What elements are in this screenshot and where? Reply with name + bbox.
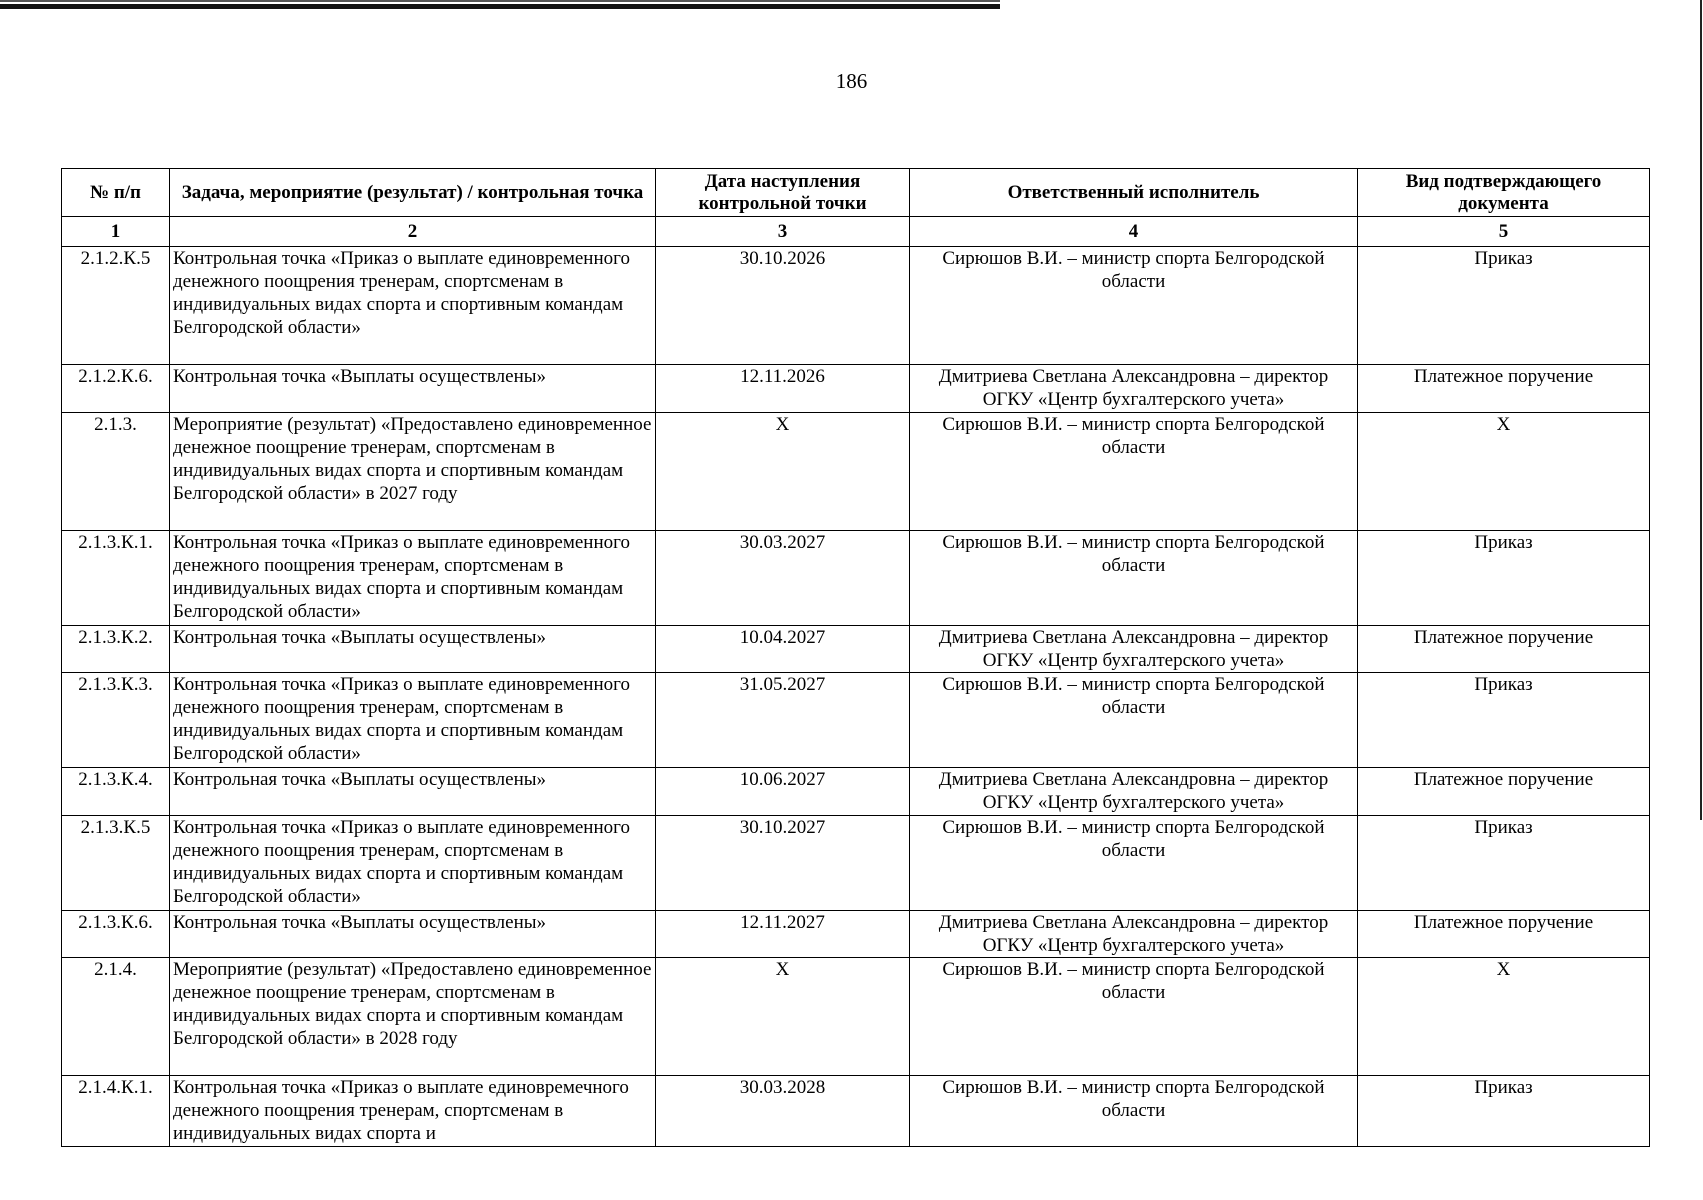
table-row [62, 768, 1650, 816]
top-border-line [0, 4, 1000, 9]
row-responsible: Сирюшов В.И. – министр спорта Белгородской области [910, 531, 1358, 626]
table-row [62, 247, 1650, 365]
header-responsible: Ответственный исполнитель [910, 169, 1358, 217]
table-row [62, 673, 1650, 768]
table-row [62, 365, 1650, 413]
header-date: Дата наступления контрольной точки [656, 169, 910, 217]
control-points-table [61, 168, 1650, 1147]
row-task: Контрольная точка «Приказ о выплате единовременного денежного поощрения тренерам, спортсменам в индивидуальных видах спорта и спортивным командам Белгородской области» [170, 673, 656, 768]
row-date: Х [656, 958, 910, 1076]
row-number: 2.1.3.К.1. [62, 531, 170, 626]
row-date: Х [656, 413, 910, 531]
row-document: Платежное поручение [1358, 911, 1650, 958]
row-number: 2.1.2.К.5 [62, 247, 170, 365]
row-task: Мероприятие (результат) «Предоставлено единовременное денежное поощрение тренерам, спортсменам в индивидуальных видах спорта и спортивным командам Белгородской области» в 2027 году [170, 413, 656, 531]
row-number: 2.1.3.К.5 [62, 816, 170, 911]
row-task: Мероприятие (результат) «Предоставлено единовременное денежное поощрение тренерам, спортсменам в индивидуальных видах спорта и спортивным командам Белгородской области» в 2028 году [170, 958, 656, 1076]
row-number: 2.1.3.К.2. [62, 626, 170, 673]
row-task: Контрольная точка «Выплаты осуществлены» [170, 768, 656, 816]
row-document: Приказ [1358, 816, 1650, 911]
row-date: 31.05.2027 [656, 673, 910, 768]
row-date: 30.10.2027 [656, 816, 910, 911]
table-row [62, 816, 1650, 911]
page-number: 186 [835, 69, 868, 93]
table-row [62, 413, 1650, 531]
row-date: 12.11.2027 [656, 911, 910, 958]
row-number: 2.1.3.К.3. [62, 673, 170, 768]
table-row [62, 626, 1650, 673]
row-task: Контрольная точка «Приказ о выплате единовременного денежного поощрения тренерам, спортсменам в индивидуальных видах спорта и спортивным командам Белгородской области» [170, 816, 656, 911]
row-number: 2.1.3.К.6. [62, 911, 170, 958]
row-document: Приказ [1358, 673, 1650, 768]
column-number: 5 [1358, 217, 1650, 247]
row-responsible: Дмитриева Светлана Александровна – директор ОГКУ «Центр бухгалтерского учета» [910, 626, 1358, 673]
row-responsible: Сирюшов В.И. – министр спорта Белгородской области [910, 816, 1358, 911]
row-date: 10.04.2027 [656, 626, 910, 673]
column-number: 3 [656, 217, 910, 247]
row-responsible: Сирюшов В.И. – министр спорта Белгородской области [910, 413, 1358, 531]
row-document: Платежное поручение [1358, 365, 1650, 413]
column-number: 2 [170, 217, 656, 247]
table-row [62, 1076, 1650, 1147]
scan-edge-right [1700, 0, 1702, 820]
row-number: 2.1.2.К.6. [62, 365, 170, 413]
header-number: № п/п [62, 169, 170, 217]
table-row [62, 531, 1650, 626]
row-document: Приказ [1358, 247, 1650, 365]
row-responsible: Сирюшов В.И. – министр спорта Белгородской области [910, 673, 1358, 768]
row-document: Платежное поручение [1358, 768, 1650, 816]
row-document: Х [1358, 958, 1650, 1076]
row-number: 2.1.4.К.1. [62, 1076, 170, 1147]
column-number: 1 [62, 217, 170, 247]
column-number-row [62, 217, 1650, 247]
row-document: Х [1358, 413, 1650, 531]
row-task: Контрольная точка «Приказ о выплате единовремечного денежного поощрения тренерам, спортсменам в индивидуальных видах спорта и [170, 1076, 656, 1147]
header-document: Вид подтверждающего документа [1358, 169, 1650, 217]
row-date: 30.03.2028 [656, 1076, 910, 1147]
row-date: 30.03.2027 [656, 531, 910, 626]
table-row [62, 958, 1650, 1076]
row-responsible: Дмитриева Светлана Александровна – директор ОГКУ «Центр бухгалтерского учета» [910, 365, 1358, 413]
header-row [62, 169, 1650, 217]
row-document: Платежное поручение [1358, 626, 1650, 673]
row-number: 2.1.3.К.4. [62, 768, 170, 816]
row-date: 12.11.2026 [656, 365, 910, 413]
row-responsible: Дмитриева Светлана Александровна – директор ОГКУ «Центр бухгалтерского учета» [910, 768, 1358, 816]
row-task: Контрольная точка «Приказ о выплате единовременного денежного поощрения тренерам, спортсменам в индивидуальных видах спорта и спортивным командам Белгородской области» [170, 531, 656, 626]
row-date: 10.06.2027 [656, 768, 910, 816]
row-date: 30.10.2026 [656, 247, 910, 365]
row-responsible: Сирюшов В.И. – министр спорта Белгородской области [910, 958, 1358, 1076]
row-responsible: Сирюшов В.И. – министр спорта Белгородской области [910, 1076, 1358, 1147]
row-task: Контрольная точка «Выплаты осуществлены» [170, 365, 656, 413]
row-responsible: Дмитриева Светлана Александровна – директор ОГКУ «Центр бухгалтерского учета» [910, 911, 1358, 958]
row-task: Контрольная точка «Выплаты осуществлены» [170, 911, 656, 958]
row-responsible: Сирюшов В.И. – министр спорта Белгородской области [910, 247, 1358, 365]
row-number: 2.1.3. [62, 413, 170, 531]
row-document: Приказ [1358, 531, 1650, 626]
header-task: Задача, мероприятие (результат) / контрольная точка [170, 169, 656, 217]
table-row [62, 911, 1650, 958]
row-task: Контрольная точка «Приказ о выплате единовременного денежного поощрения тренерам, спортсменам в индивидуальных видах спорта и спортивным командам Белгородской области» [170, 247, 656, 365]
scan-edge-line [0, 0, 1000, 2]
row-document: Приказ [1358, 1076, 1650, 1147]
column-number: 4 [910, 217, 1358, 247]
row-number: 2.1.4. [62, 958, 170, 1076]
row-task: Контрольная точка «Выплаты осуществлены» [170, 626, 656, 673]
